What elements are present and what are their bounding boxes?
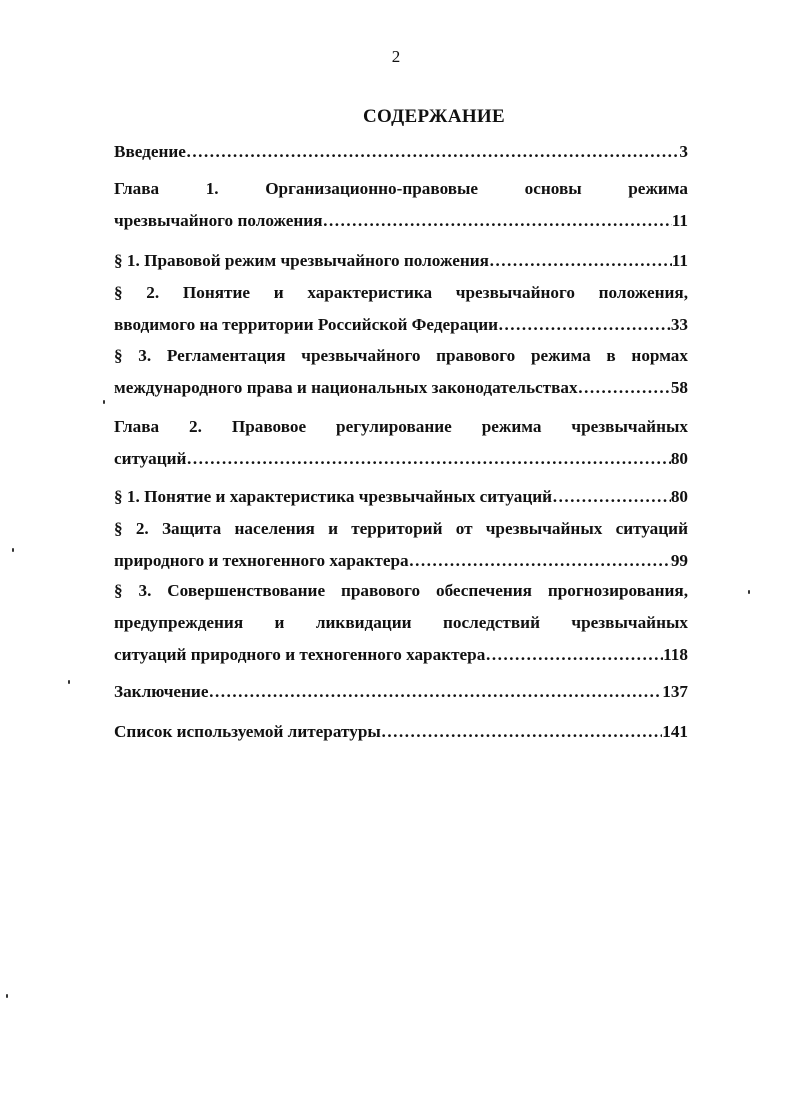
toc-dot-leader	[381, 716, 662, 748]
toc-entry-text: ситуаций природного и техногенного характера	[114, 645, 486, 664]
toc-entry-page: 11	[671, 251, 688, 270]
toc-dot-leader	[552, 481, 671, 513]
toc-entry-last-line	[114, 372, 688, 404]
toc-entry-page: 58	[670, 378, 688, 397]
toc-entry-last-line	[114, 136, 688, 168]
toc-entry-text: ситуаций	[114, 449, 187, 468]
toc-entry-last-line	[114, 481, 688, 513]
toc-entry-text: Заключение	[114, 682, 209, 701]
toc-entry-page: 141	[662, 722, 688, 741]
toc-entry-text: чрезвычайного положения	[114, 211, 323, 230]
toc-entry-last-line	[114, 443, 688, 475]
toc-entry-text: § 1. Понятие и характеристика чрезвычайных ситуаций	[114, 487, 553, 506]
toc-dot-leader	[498, 309, 671, 341]
scan-speck	[103, 400, 105, 404]
toc-entry-line: § 3. Совершенствование правового обеспечения прогнозирования,	[114, 581, 688, 600]
toc-entry-page: 118	[663, 645, 688, 664]
toc-dot-leader	[578, 372, 671, 404]
toc-entry-chapter-2-section-1[interactable]	[114, 481, 688, 513]
toc-dot-leader	[186, 136, 680, 168]
toc-entry-last-line	[114, 245, 688, 277]
toc-entry-page: 80	[670, 449, 688, 468]
toc-entry-introduction[interactable]	[114, 136, 688, 168]
toc-dot-leader	[409, 545, 671, 577]
scan-speck	[12, 548, 14, 552]
toc-entry-text: природного и техногенного характера	[114, 551, 409, 570]
toc-dot-leader	[485, 639, 663, 671]
toc-entry-page: 33	[670, 315, 688, 334]
toc-entry-chapter-2-section-3[interactable]	[114, 575, 688, 671]
toc-dot-leader	[208, 676, 662, 708]
toc-entry-last-line	[114, 205, 688, 237]
toc-dot-leader	[323, 205, 672, 237]
toc-entry-last-line	[114, 639, 688, 671]
toc-entry-line: предупреждения и ликвидации последствий чрезвычайных	[114, 613, 688, 632]
toc-entry-last-line	[114, 716, 688, 748]
toc-entry-page: 99	[670, 551, 688, 570]
toc-entry-line: § 2. Защита населения и территорий от чрезвычайных ситуаций	[114, 519, 688, 538]
toc-entry-line: Глава 1. Организационно-правовые основы режима	[114, 179, 688, 198]
toc-entry-page: 11	[671, 211, 688, 230]
toc-entry-conclusion[interactable]	[114, 676, 688, 708]
toc-entry-chapter-1-section-3[interactable]	[114, 340, 688, 404]
toc-entry-text: Список используемой литературы	[114, 722, 381, 741]
scan-speck	[748, 590, 750, 594]
toc-entry-line: § 2. Понятие и характеристика чрезвычайного положения,	[114, 283, 688, 302]
toc-entry-chapter-1-section-2[interactable]	[114, 277, 688, 341]
toc-entry-last-line	[114, 545, 688, 577]
toc-entry-chapter-1[interactable]	[114, 173, 688, 237]
toc-entry-page: 80	[670, 487, 688, 506]
toc-entry-text: § 1. Правовой режим чрезвычайного положения	[114, 251, 489, 270]
toc-dot-leader	[489, 245, 672, 277]
toc-entry-line: § 3. Регламентация чрезвычайного правового режима в нормах	[114, 346, 688, 365]
toc-dot-leader	[186, 443, 670, 475]
toc-entry-chapter-2-section-2[interactable]	[114, 513, 688, 577]
toc-entry-page: 3	[679, 142, 688, 161]
toc-entry-last-line	[114, 309, 688, 341]
toc-entry-bibliography[interactable]	[114, 716, 688, 748]
toc-entry-last-line	[114, 676, 688, 708]
toc-entry-text: международного права и национальных законодательствах	[114, 378, 578, 397]
toc-entry-page: 137	[662, 682, 688, 701]
toc-entry-line: Глава 2. Правовое регулирование режима чрезвычайных	[114, 417, 688, 436]
toc-entry-text: вводимого на территории Российской Федерации	[114, 315, 499, 334]
toc-entry-chapter-1-section-1[interactable]	[114, 245, 688, 277]
toc-entry-text: Введение	[114, 142, 186, 161]
scan-speck	[68, 680, 70, 684]
scan-speck	[6, 994, 8, 998]
toc-entry-chapter-2[interactable]	[114, 411, 688, 475]
page-number: 2	[391, 47, 401, 66]
toc-title: СОДЕРЖАНИЕ	[363, 106, 505, 127]
